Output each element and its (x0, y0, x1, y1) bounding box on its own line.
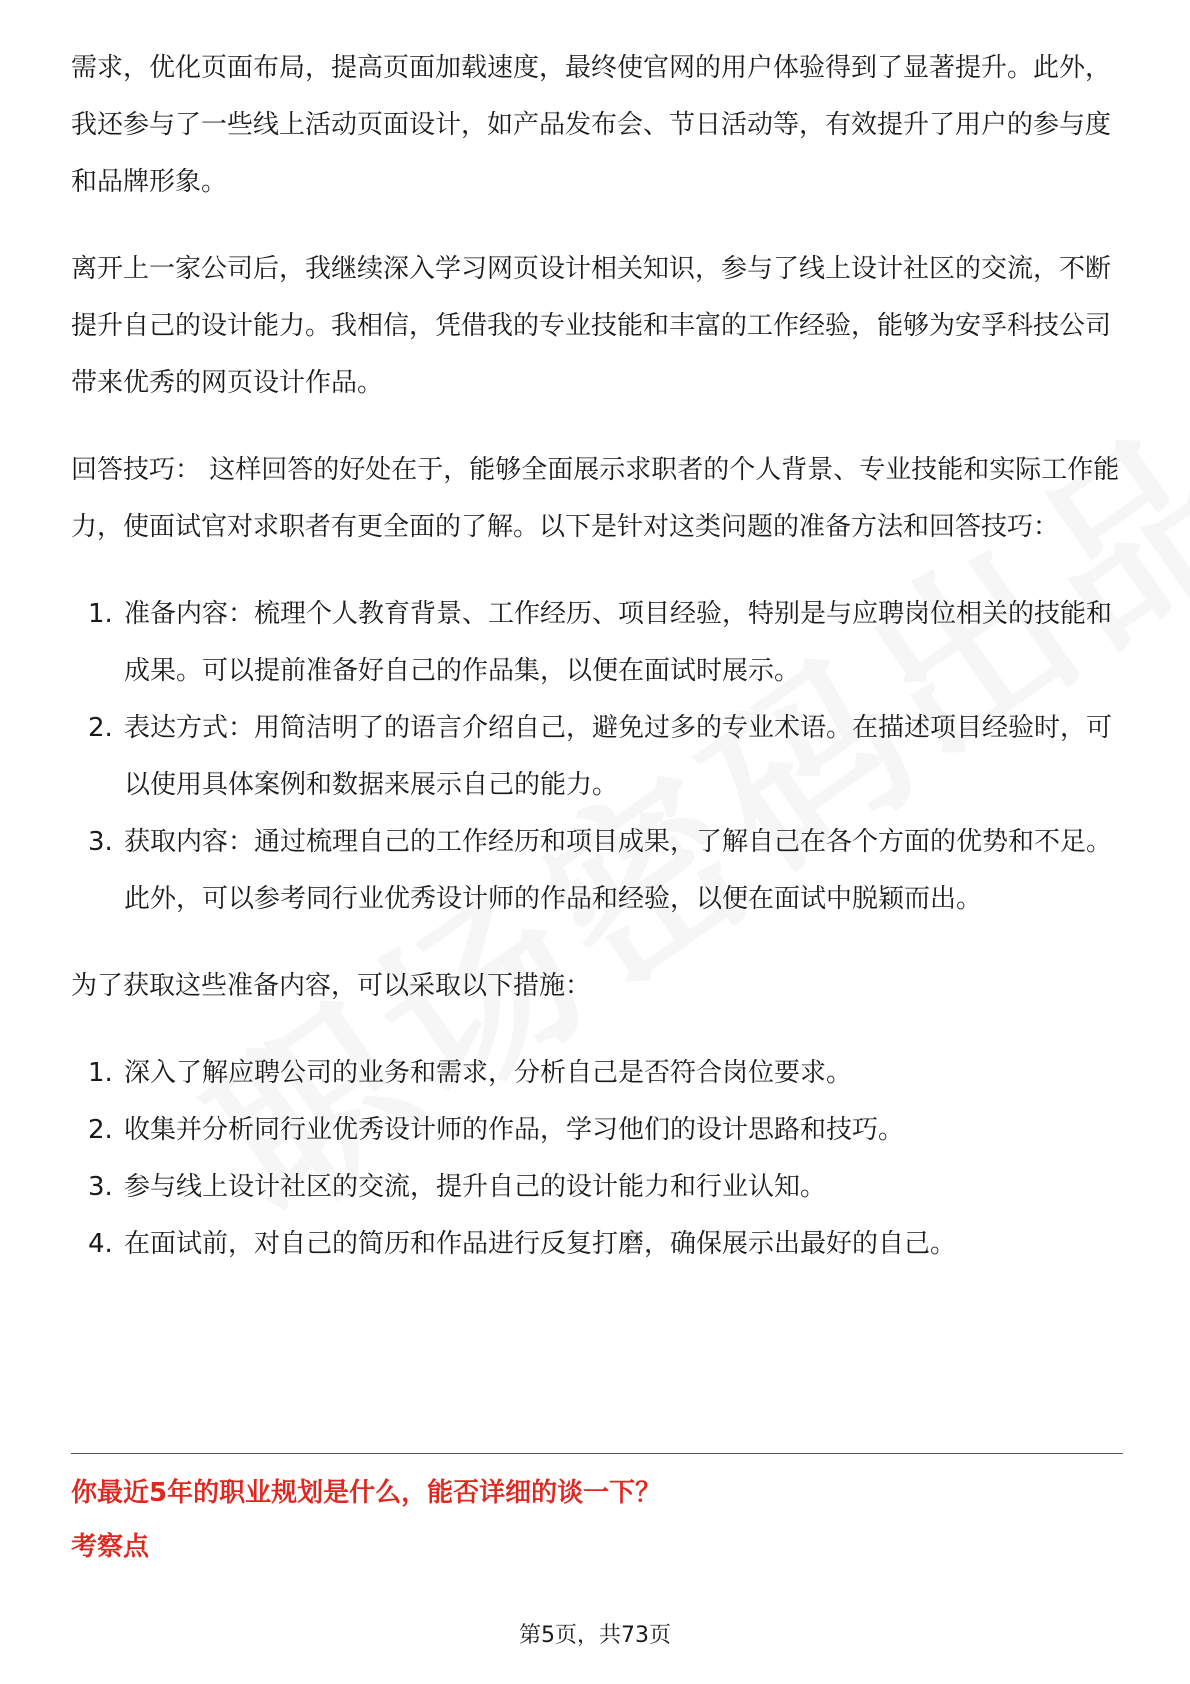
list-item: 1. 准备内容：梳理个人教育背景、工作经历、项目经验，特别是与应聘岗位相关的技能和成果。可以提前准备好自己的作品集，以便在面试时展示。 (88, 599, 1113, 686)
list-item: 2. 收集并分析同行业优秀设计师的作品，学习他们的设计思路和技巧。 (88, 1115, 905, 1145)
section-divider (71, 1453, 1123, 1454)
list-item: 3. 参与线上设计社区的交流，提升自己的设计能力和行业认知。 (88, 1172, 827, 1202)
paragraph-4: 为了获取这些准备内容，可以采取以下措施： (71, 971, 592, 1001)
page-footer: 第5页，共73页 (519, 1623, 671, 1648)
paragraph-1: 需求，优化页面布局，提高页面加载速度，最终使官网的用户体验得到了显著提升。此外，我还参与了一些线上活动页面设计，如产品发布会、节日活动等，有效提升了用户的参与度和品牌形象。 (71, 53, 1112, 197)
question-heading: 你最近5年的职业规划是什么，能否详细的谈一下？ (71, 1478, 662, 1508)
list-item: 4. 在面试前，对自己的简历和作品进行反复打磨，确保展示出最好的自己。 (88, 1229, 957, 1259)
paragraph-2: 离开上一家公司后，我继续深入学习网页设计相关知识，参与了线上设计社区的交流，不断提升自己的设计能力。我相信，凭借我的专业技能和丰富的工作经验，能够为安孚科技公司带来优秀的网页设计作品。 (71, 254, 1112, 398)
paragraph-3: 回答技巧： 这样回答的好处在于，能够全面展示求职者的个人背景、专业技能和实际工作能力，使面试官对求职者有更全面的了解。以下是针对这类问题的准备方法和回答技巧： (71, 455, 1120, 542)
list-item: 2. 表达方式：用简洁明了的语言介绍自己，避免过多的专业术语。在描述项目经验时，可以使用具体案例和数据来展示自己的能力。 (88, 713, 1113, 800)
list-item: 1. 深入了解应聘公司的业务和需求，分析自己是否符合岗位要求。 (88, 1058, 853, 1088)
list-item: 3. 获取内容：通过梳理自己的工作经历和项目成果，了解自己在各个方面的优势和不足。此外，可以参考同行业优秀设计师的作品和经验，以便在面试中脱颖而出。 (88, 827, 1113, 914)
measures-list (71, 1045, 1123, 1273)
subheading-assessment: 考察点 (71, 1532, 150, 1562)
preparation-list (71, 586, 1123, 928)
document-body (71, 40, 1123, 1273)
